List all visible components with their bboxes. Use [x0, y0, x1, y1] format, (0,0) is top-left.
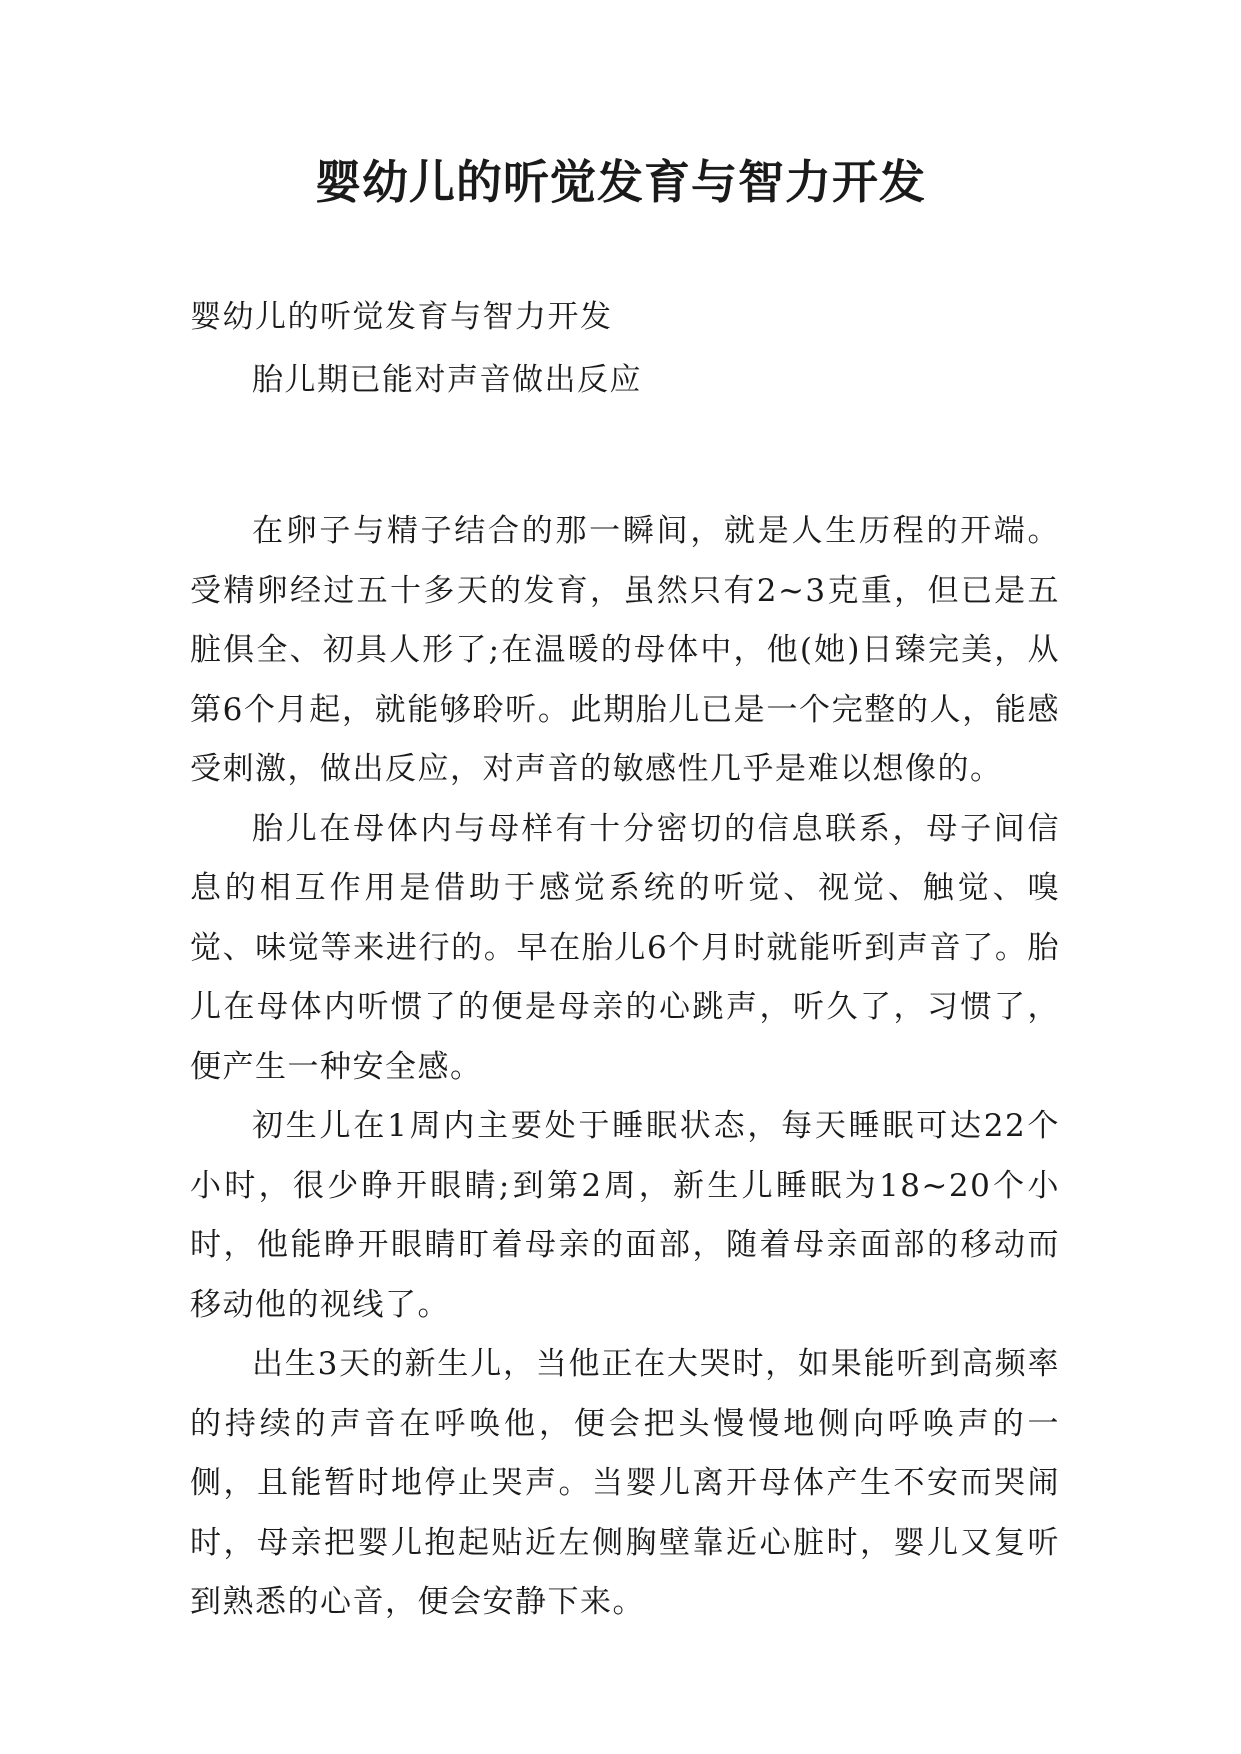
document-body	[190, 288, 1060, 1633]
paragraph-4: 出生3天的新生儿，当他正在大哭时，如果能听到高频率的持续的声音在呼唤他，便会把头慢慢地侧向呼唤声的一侧，且能暂时地停止哭声。当婴儿离开母体产生不安而哭闹时，母亲把婴儿抱起贴近左侧胸壁靠近心脏时，婴儿又复听到熟悉的心音，便会安静下来。	[190, 1346, 1060, 1620]
document-title: 婴幼儿的听觉发育与智力开发	[315, 155, 926, 209]
section-heading: 胎儿期已能对声音做出反应	[252, 361, 642, 398]
paragraph-3: 初生儿在1周内主要处于睡眠状态，每天睡眠可达22个小时，很少睁开眼睛;到第2周，新生儿睡眠为18~20个小时，他能睁开眼睛盯着母亲的面部，随着母亲面部的移动而移动他的视线了。	[190, 1108, 1060, 1323]
paragraph-2: 胎儿在母体内与母样有十分密切的信息联系，母子间信息的相互作用是借助于感觉系统的听觉、视觉、触觉、嗅觉、味觉等来进行的。早在胎儿6个月时就能听到声音了。胎儿在母体内听惯了的便是母亲的心跳声，听久了，习惯了，便产生一种安全感。	[190, 810, 1060, 1085]
document-subtitle: 婴幼儿的听觉发育与智力开发	[190, 299, 613, 335]
paragraph-1: 在卵子与精子结合的那一瞬间，就是人生历程的开端。受精卵经过五十多天的发育，虽然只有2~3克重，但已是五脏俱全、初具人形了;在温暖的母体中，他(她)日臻完美，从第6个月起，就能够聆听。此期胎儿已是一个完整的人，能感受刺激，做出反应，对声音的敏感性几乎是难以想像的。	[190, 513, 1060, 787]
